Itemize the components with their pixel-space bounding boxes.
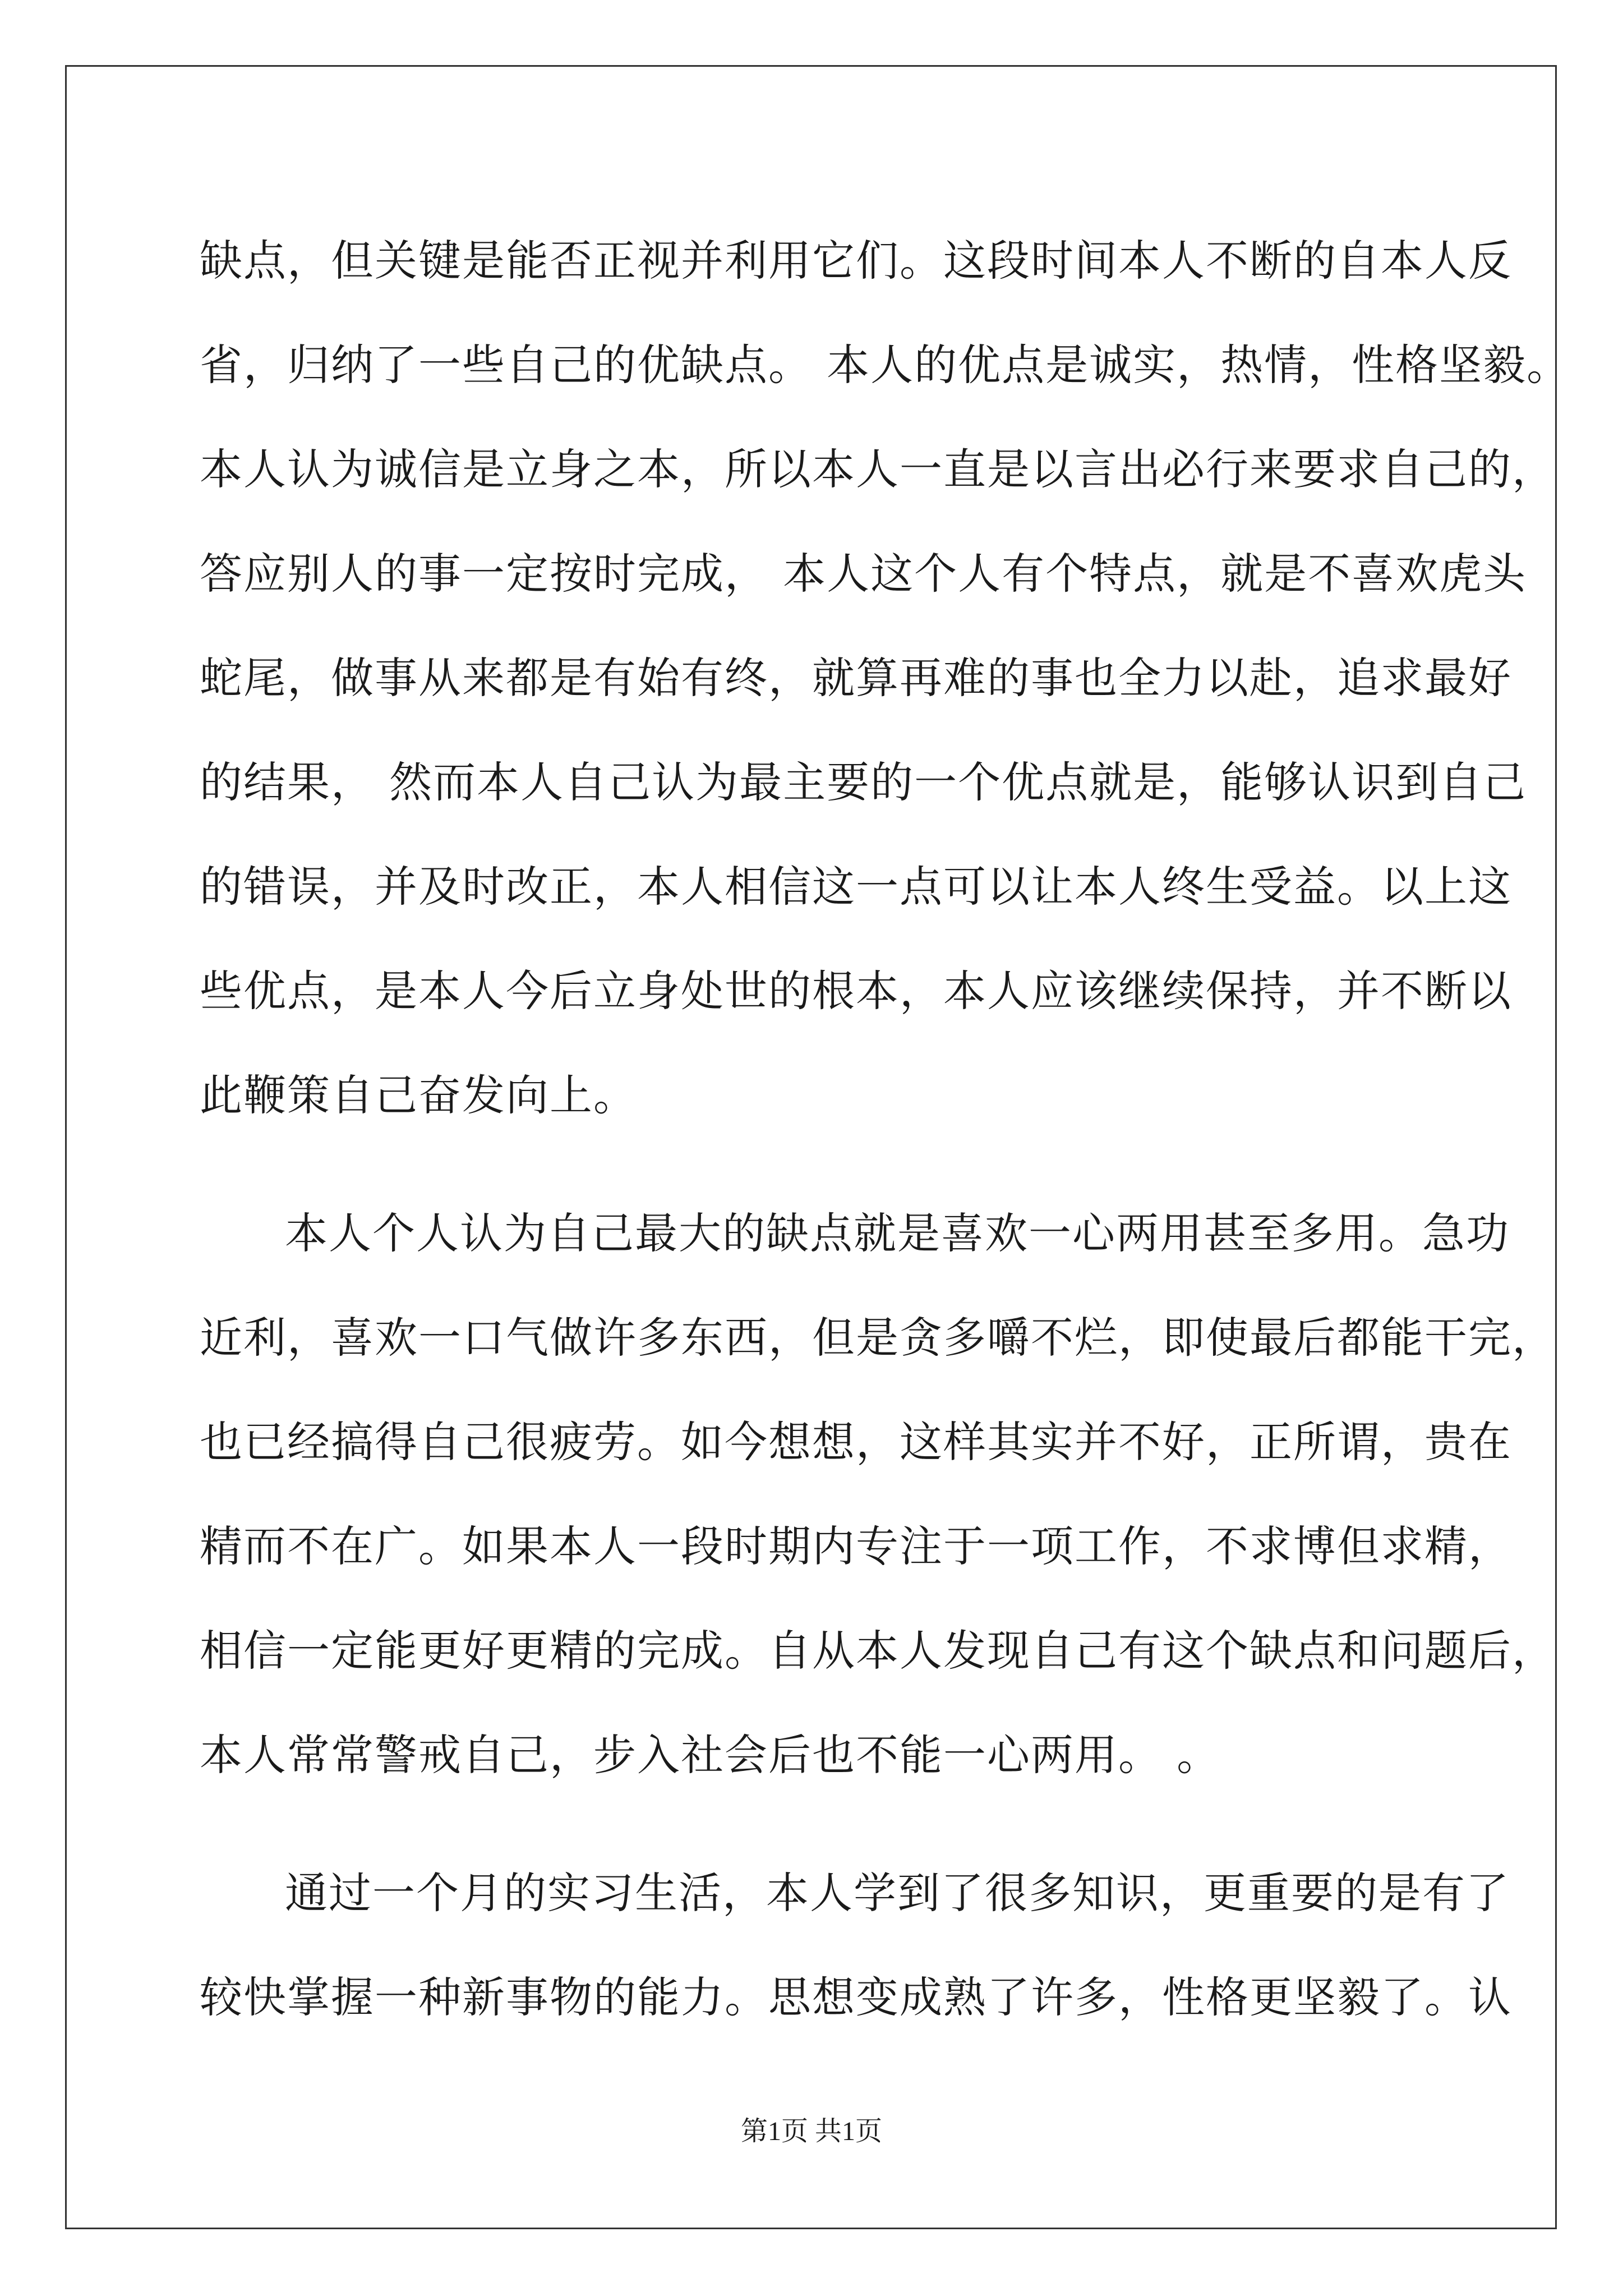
text-line: 缺点，但关键是能否正视并利用它们。这段时间本人不断的自本人反 xyxy=(200,236,1512,286)
document-body xyxy=(200,209,1571,2050)
text-line: 近利，喜欢一口气做许多东西，但是贪多嚼不烂，即使最后都能干完， xyxy=(200,1313,1556,1363)
page-number-footer: 第1页 共1页 xyxy=(740,2116,882,2146)
text-line: 蛇尾，做事从来都是有始有终，就算再难的事也全力以赴，追求最好 xyxy=(200,653,1512,703)
text-line: 的错误，并及时改正，本人相信这一点可以让本人终生受益。以上这 xyxy=(200,862,1512,912)
text-line: 本人认为诚信是立身之本，所以本人一直是以言出必行来要求自己的， xyxy=(200,444,1556,494)
paragraph-2 xyxy=(200,1181,1556,1807)
paragraph-3 xyxy=(200,1841,1512,2050)
text-line: 精而不在广。如果本人一段时期内专注于一项工作，不求博但求精， xyxy=(200,1521,1512,1571)
text-line: 答应别人的事一定按时完成， 本人这个人有个特点，就是不喜欢虎头 xyxy=(200,549,1527,599)
paragraph-spacer xyxy=(200,1807,1428,1841)
text-line: 此鞭策自己奋发向上。 xyxy=(200,1070,637,1120)
paragraph-1 xyxy=(200,209,1571,1148)
text-line: 通过一个月的实习生活，本人学到了很多知识，更重要的是有了 xyxy=(285,1868,1510,1918)
text-line: 也已经搞得自己很疲劳。如今想想，这样其实并不好，正所谓，贵在 xyxy=(200,1417,1512,1467)
text-line: 相信一定能更好更精的完成。自从本人发现自己有这个缺点和问题后， xyxy=(200,1626,1556,1676)
paragraph-spacer xyxy=(200,1148,1428,1181)
text-line: 本人常常警戒自己，步入社会后也不能一心两用。 。 xyxy=(200,1730,1221,1780)
text-line: 本人个人认为自己最大的缺点就是喜欢一心两用甚至多用。急功 xyxy=(285,1208,1510,1258)
text-line: 省，归纳了一些自己的优缺点。 本人的优点是诚实，热情，性格坚毅。 xyxy=(200,340,1571,390)
text-line: 的结果， 然而本人自己认为最主要的一个优点就是，能够认识到自己 xyxy=(200,757,1527,807)
text-line: 较快掌握一种新事物的能力。思想变成熟了许多，性格更坚毅了。认 xyxy=(200,1972,1512,2022)
text-line: 些优点，是本人今后立身处世的根本，本人应该继续保持，并不断以 xyxy=(200,966,1512,1016)
